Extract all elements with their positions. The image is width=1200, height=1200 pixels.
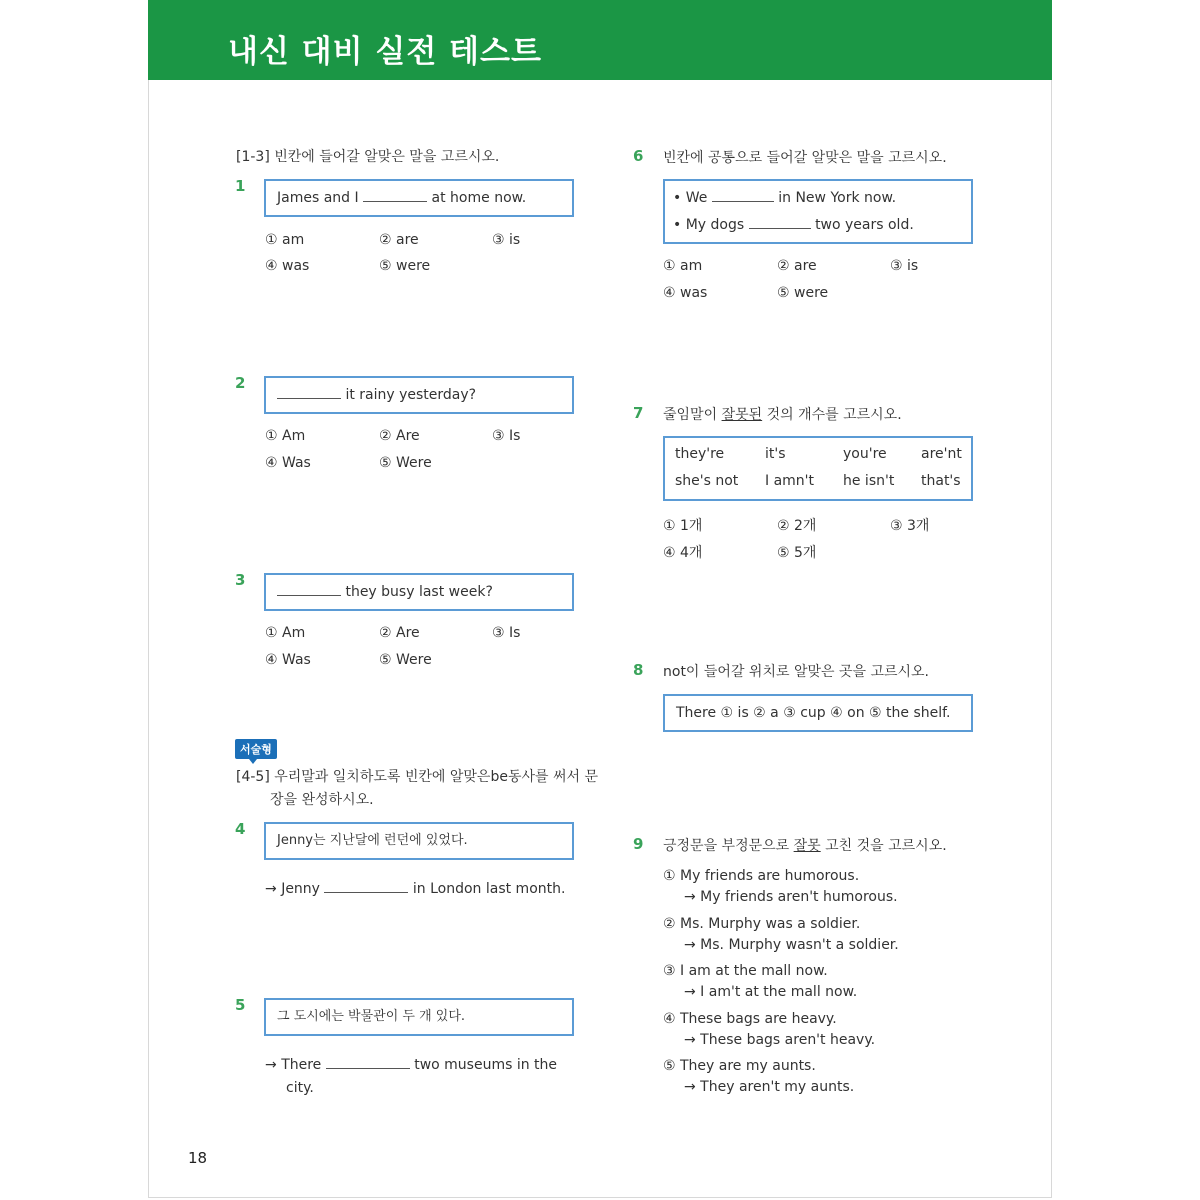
instruction-9: [663, 835, 947, 855]
question-5-box: 그 도시에는 박물관이 두 개 있다.: [264, 998, 574, 1036]
q4-text-before: Jenny: [281, 881, 320, 897]
q2-option-3[interactable]: ③ Is: [492, 428, 521, 444]
q4-answer-blank[interactable]: [324, 880, 408, 893]
q3-text-after: they busy last week?: [345, 584, 493, 600]
q6-blank-1[interactable]: [712, 189, 774, 202]
q3-option-1[interactable]: ① Am: [265, 625, 306, 641]
instr-7-part-b: 잘못된: [721, 407, 763, 423]
instruction-7: [663, 404, 902, 424]
q9-option-5-negative: → They aren't my aunts.: [684, 1079, 855, 1095]
q9-option-4-negative: → These bags aren't heavy.: [684, 1032, 876, 1048]
q7-option-1[interactable]: ① 1개: [663, 518, 703, 534]
q1-option-5[interactable]: ⑤ were: [379, 258, 431, 274]
q1-option-2[interactable]: ② are: [379, 232, 419, 248]
q9-option-2[interactable]: ② Ms. Murphy was a soldier.: [663, 916, 861, 932]
q3-option-4[interactable]: ④ Was: [265, 652, 311, 668]
instr-9-part-b: 잘못: [793, 838, 821, 854]
instr-9-part-a: 긍정문을 부정문으로: [663, 838, 790, 854]
q7-option-5[interactable]: ⑤ 5개: [777, 545, 817, 561]
q9-option-1-negative: → My friends aren't humorous.: [684, 889, 898, 905]
q1-option-1[interactable]: ① am: [265, 232, 305, 248]
q5-answer-line: [265, 1056, 557, 1073]
instruction-1-3: [1-3] 빈칸에 들어갈 알맞은 말을 고르시오.: [236, 149, 500, 165]
question-number-6: 6: [633, 147, 644, 165]
instr-7-part-a: 줄임말이: [663, 407, 718, 423]
q7-word: are'nt: [921, 446, 962, 462]
q6-line1-after: in New York now.: [778, 190, 897, 206]
question-number-1: 1: [235, 177, 246, 195]
q2-option-4[interactable]: ④ Was: [265, 455, 311, 471]
q9-option-3-negative: → I am't at the mall now.: [684, 984, 858, 1000]
q7-option-2[interactable]: ② 2개: [777, 518, 817, 534]
q5-answer-line2: city.: [286, 1080, 314, 1096]
q6-option-2[interactable]: ② are: [777, 258, 817, 274]
q6-line2-before: • My dogs: [673, 217, 745, 233]
instr-9-part-c: 고친 것을 고르시오.: [825, 838, 947, 854]
question-3-box: [264, 573, 574, 611]
q1-blank[interactable]: [363, 189, 427, 202]
q3-option-5[interactable]: ⑤ Were: [379, 652, 432, 668]
question-number-8: 8: [633, 661, 644, 679]
q6-blank-2[interactable]: [749, 216, 811, 229]
q6-line-2: [673, 216, 914, 233]
descriptive-badge: 서술형: [235, 739, 277, 759]
q7-word: you're: [843, 446, 887, 462]
page-number: 18: [188, 1149, 208, 1167]
question-number-3: 3: [235, 571, 246, 589]
q6-line1-before: • We: [673, 190, 708, 206]
question-7-box: [663, 436, 973, 501]
q6-line-1: [673, 189, 896, 206]
q7-option-4[interactable]: ④ 4개: [663, 545, 703, 561]
q9-option-4[interactable]: ④ These bags are heavy.: [663, 1011, 837, 1027]
q5-answer-blank[interactable]: [326, 1056, 410, 1069]
q5-text-after: two museums in the: [414, 1057, 558, 1073]
q1-text-after: at home now.: [431, 190, 527, 206]
q9-option-5[interactable]: ⑤ They are my aunts.: [663, 1058, 816, 1074]
q6-option-3[interactable]: ③ is: [890, 258, 919, 274]
q6-option-5[interactable]: ⑤ were: [777, 285, 829, 301]
q9-option-1[interactable]: ① My friends are humorous.: [663, 868, 860, 884]
question-1-box: [264, 179, 574, 217]
question-4-box: Jenny는 지난달에 런던에 있었다.: [264, 822, 574, 860]
q1-text-before: James and I: [277, 190, 359, 206]
q3-option-2[interactable]: ② Are: [379, 625, 420, 641]
q6-option-4[interactable]: ④ was: [663, 285, 708, 301]
q7-word: it's: [765, 446, 786, 462]
q2-option-1[interactable]: ① Am: [265, 428, 306, 444]
instr-4-5-part-b: be동사: [490, 769, 536, 785]
q1-option-4[interactable]: ④ was: [265, 258, 310, 274]
q7-word: they're: [675, 446, 725, 462]
question-6-box: [663, 179, 973, 244]
q5-text-before: There: [281, 1057, 322, 1073]
q7-word: I amn't: [765, 473, 815, 489]
question-number-4: 4: [235, 820, 246, 838]
q7-word: she's not: [675, 473, 739, 489]
question-8-box: There ① is ② a ③ cup ④ on ⑤ the shelf.: [663, 694, 973, 732]
q3-blank[interactable]: [277, 583, 341, 596]
question-number-5: 5: [235, 996, 246, 1014]
q4-arrow-icon: →: [265, 881, 277, 897]
q6-option-1[interactable]: ① am: [663, 258, 703, 274]
instruction-8: not이 들어갈 위치로 알맞은 곳을 고르시오.: [663, 664, 930, 680]
q6-line2-after: two years old.: [815, 217, 914, 233]
q7-option-3[interactable]: ③ 3개: [890, 518, 930, 534]
q2-option-5[interactable]: ⑤ Were: [379, 455, 432, 471]
q4-text-after: in London last month.: [412, 881, 566, 897]
instr-7-part-c: 것의 개수를 고르시오.: [766, 407, 902, 423]
q7-word: that's: [921, 473, 961, 489]
question-number-2: 2: [235, 374, 246, 392]
instruction-6: 빈칸에 공통으로 들어갈 알맞은 말을 고르시오.: [663, 150, 947, 166]
q1-option-3[interactable]: ③ is: [492, 232, 521, 248]
q9-option-2-negative: → Ms. Murphy wasn't a soldier.: [684, 937, 899, 953]
question-number-7: 7: [633, 404, 644, 422]
instr-4-5-part-c: 를 써서 문: [535, 769, 599, 785]
q2-blank[interactable]: [277, 386, 341, 399]
q4-answer-line: [265, 880, 565, 897]
page-title: 내신 대비 실전 테스트: [228, 34, 542, 70]
question-2-box: [264, 376, 574, 414]
instr-4-5-part-a: [4-5] 우리말과 일치하도록 빈칸에 알맞은: [236, 769, 491, 785]
instruction-4-5-line2: 장을 완성하시오.: [270, 792, 374, 808]
q5-arrow-icon: →: [265, 1057, 277, 1073]
q2-option-2[interactable]: ② Are: [379, 428, 420, 444]
q9-option-3[interactable]: ③ I am at the mall now.: [663, 963, 828, 979]
instruction-4-5-line1: [236, 766, 598, 786]
q7-word: he isn't: [843, 473, 895, 489]
q3-option-3[interactable]: ③ Is: [492, 625, 521, 641]
question-number-9: 9: [633, 835, 644, 853]
q2-text-after: it rainy yesterday?: [345, 387, 477, 403]
